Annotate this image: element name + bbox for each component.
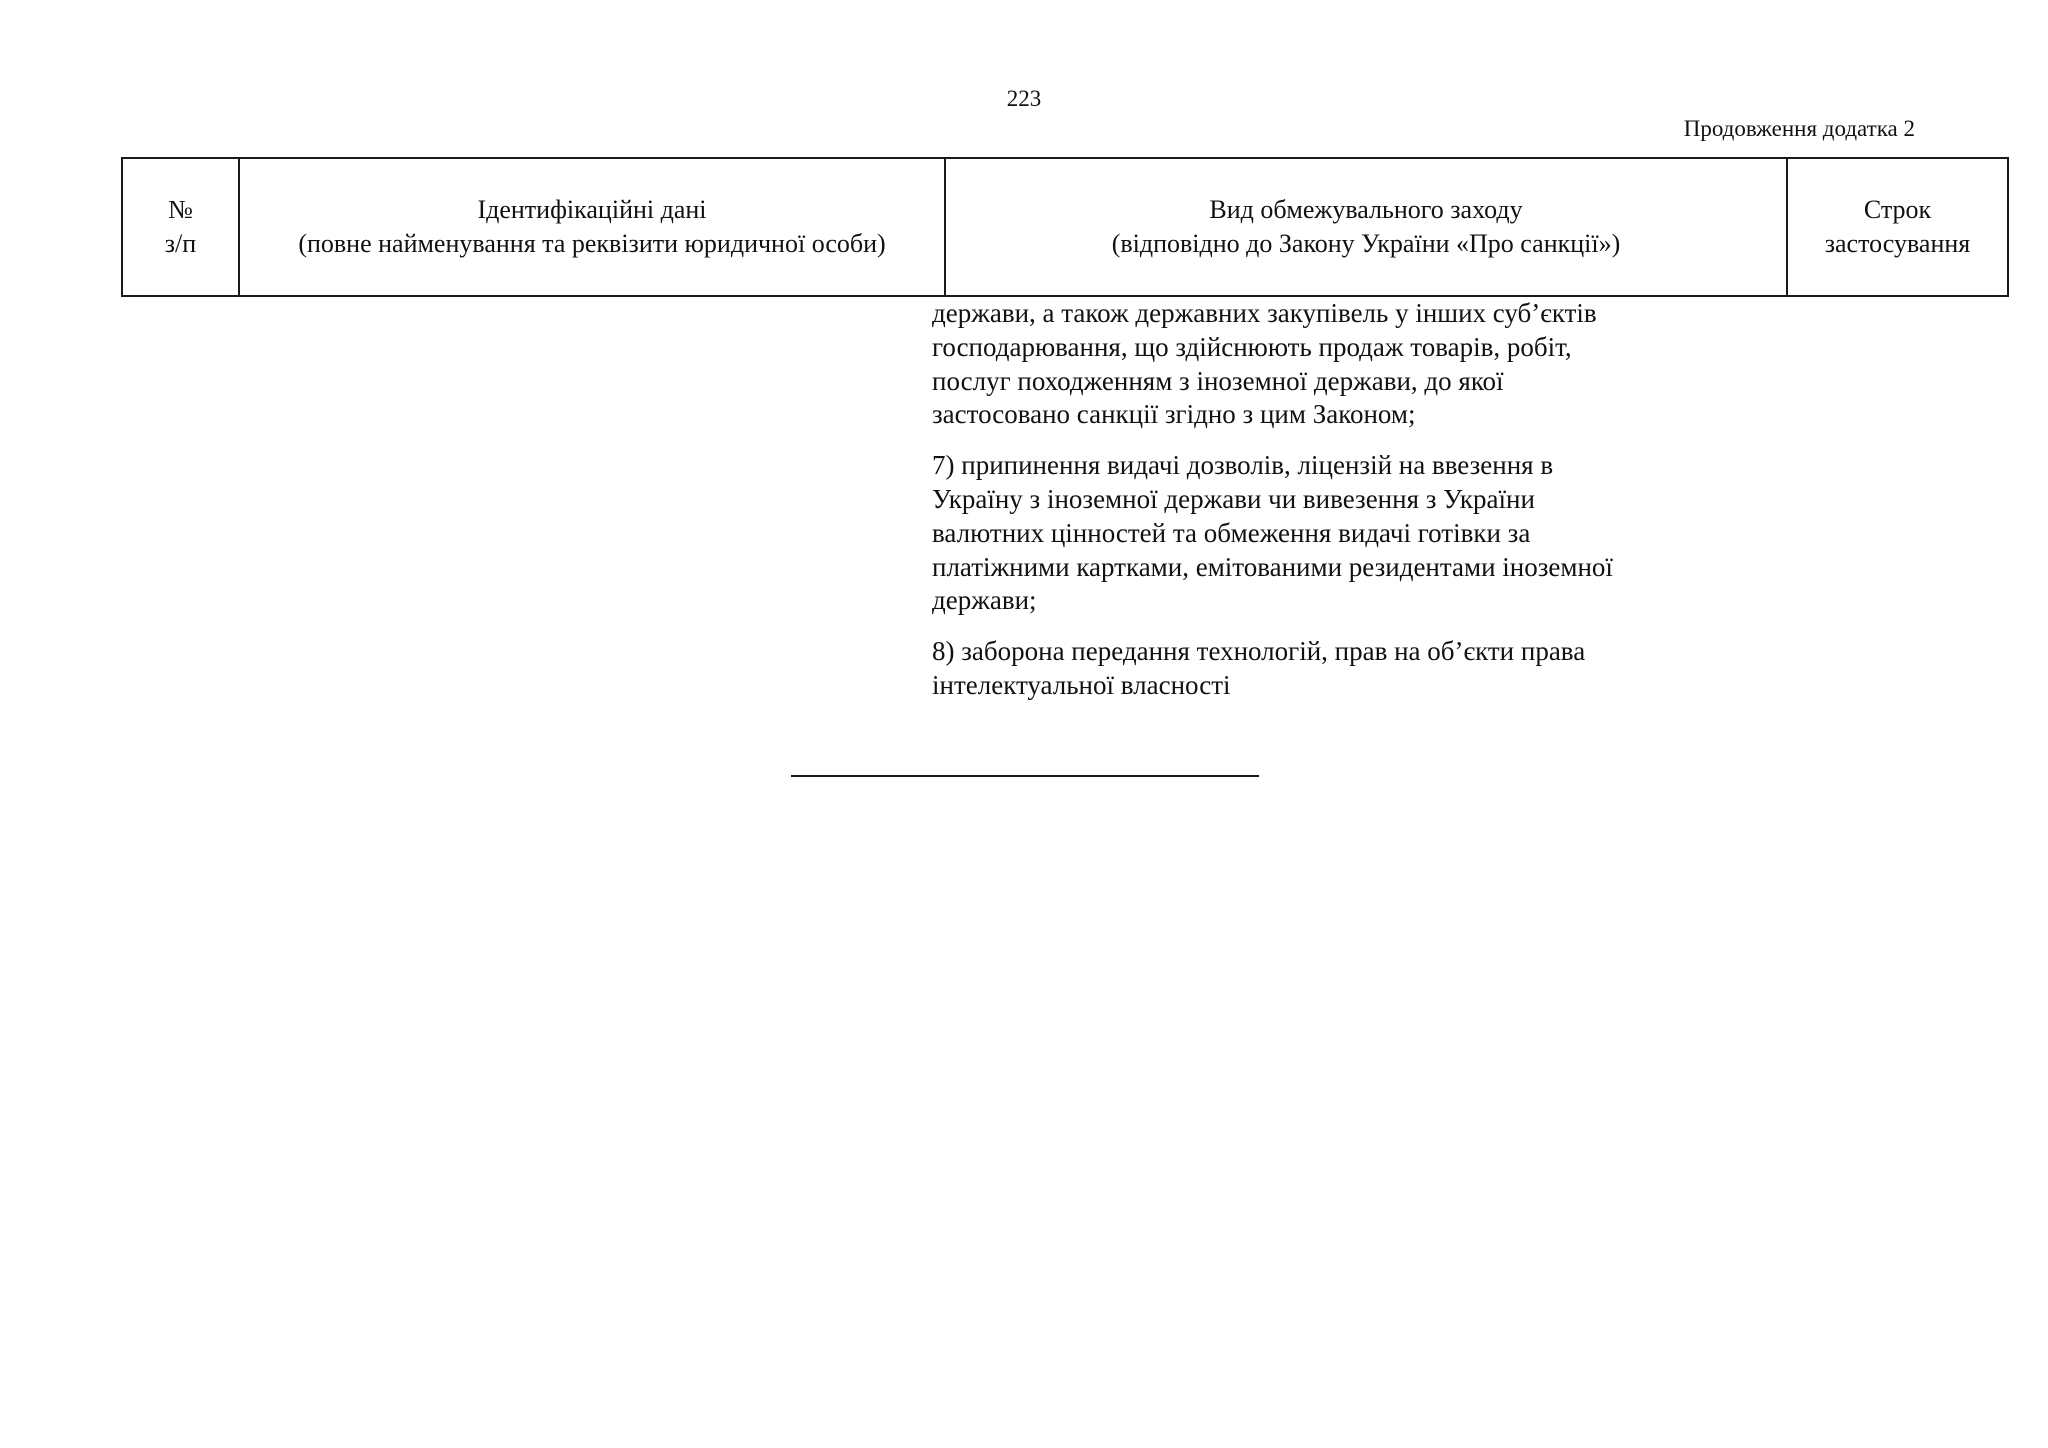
header-identification-line: (повне найменування та реквізити юридичної особи) bbox=[298, 229, 886, 258]
measure-paragraph bbox=[932, 635, 1722, 703]
measure-paragraph bbox=[932, 449, 1722, 618]
measure-line: 8) заборона передання технологій, прав на об’єкти права bbox=[932, 636, 1586, 667]
header-term-line: застосування bbox=[1824, 229, 1971, 258]
header-term bbox=[1787, 158, 2008, 296]
measure-line: послуг походженням з іноземної держави, до якої bbox=[932, 365, 1504, 396]
header-measure-line: (відповідно до Закону України «Про санкції») bbox=[1111, 229, 1621, 258]
measure-line: держави; bbox=[932, 585, 1037, 616]
header-number-line: з/п bbox=[164, 229, 197, 258]
header-number-line: № bbox=[168, 195, 193, 224]
continuation-label: Продовження додатка 2 bbox=[1683, 116, 1915, 141]
measure-line: держави, а також державних закупівель у інших суб’єктів bbox=[932, 298, 1597, 328]
header-identification bbox=[239, 158, 945, 296]
header-number bbox=[122, 158, 239, 296]
measure-line: господарювання, що здійснюють продаж товарів, робіт, bbox=[932, 331, 1572, 362]
header-term-line: Строк bbox=[1863, 195, 1932, 224]
measure-line: 7) припинення видачі дозволів, ліцензій на ввезення в bbox=[932, 450, 1554, 481]
measure-text bbox=[932, 297, 1722, 720]
page-number: 223 bbox=[1006, 86, 1042, 111]
header-identification-line: Ідентифікаційні дані bbox=[477, 195, 707, 224]
end-divider bbox=[791, 775, 1259, 777]
measure-line: застосовано санкції згідно з цим Законом; bbox=[932, 399, 1416, 430]
measure-line: валютних цінностей та обмеження видачі готівки за bbox=[932, 517, 1531, 548]
measure-line: платіжними картками, емітованими резидентами іноземної bbox=[932, 551, 1613, 582]
measure-paragraph bbox=[932, 297, 1722, 432]
header-row bbox=[122, 158, 2008, 296]
header-measure bbox=[945, 158, 1787, 296]
measure-line: Україну з іноземної держави чи вивезення з України bbox=[932, 483, 1535, 514]
measure-line: інтелектуальної власності bbox=[932, 669, 1231, 700]
header-measure-line: Вид обмежувального заходу bbox=[1209, 195, 1523, 224]
sanctions-table-header bbox=[121, 157, 2009, 297]
